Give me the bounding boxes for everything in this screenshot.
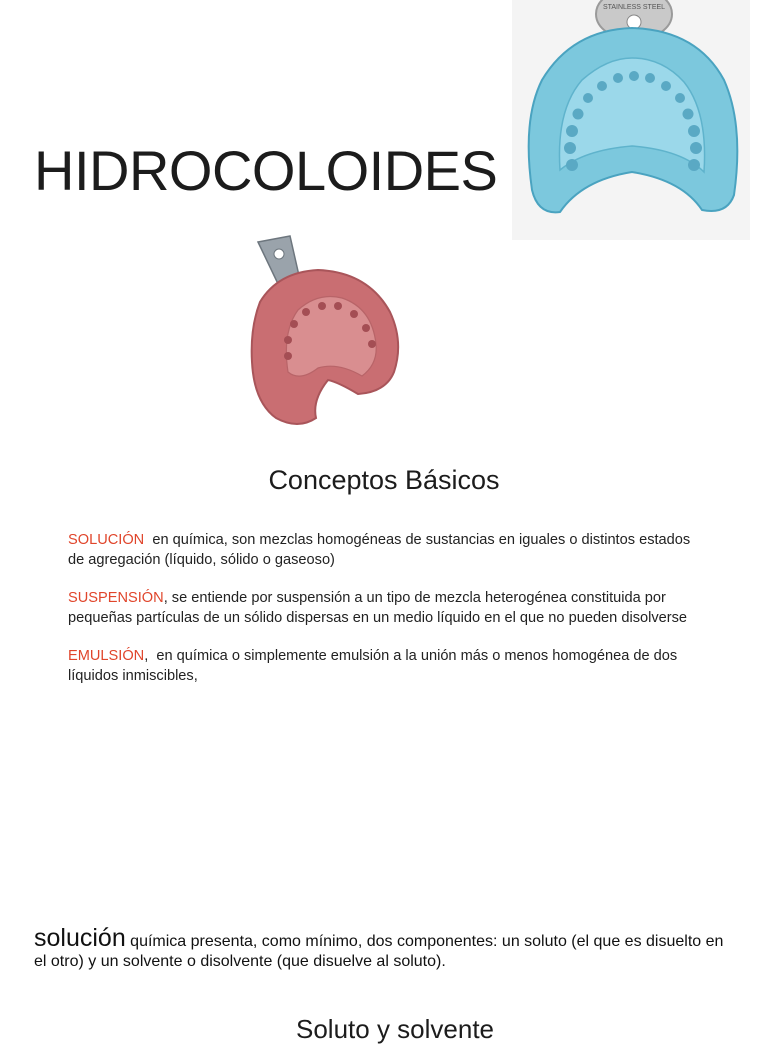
tray-label: STAINLESS STEEL <box>602 4 666 11</box>
page-title: HIDROCOLOIDES <box>34 139 498 202</box>
solution-paragraph <box>34 924 734 972</box>
definition-text: , se entiende por suspensión a un tipo de mezcla heterogénea constituida por pequeñas partículas de un sólido dispersas en un medio líquido en el que no pueden disolverse <box>68 590 688 626</box>
definitions-list <box>68 531 708 705</box>
blue-impression-tray-icon <box>512 0 750 240</box>
definition-term: SOLUCIÓN <box>68 532 145 548</box>
definition-text: , en química o simplemente emulsión a la unión más o menos homogénea de dos líquidos inmiscibles, <box>68 648 682 684</box>
solution-lead-word: solución <box>34 924 126 952</box>
solution-text: química presenta, como mínimo, dos componentes: un soluto (el que es disuelto en el otro) y un solvente o disolvente (que disuelve al soluto). <box>34 933 724 970</box>
definition-solucion <box>68 531 708 570</box>
definition-term: EMULSIÓN <box>68 648 145 664</box>
definition-emulsion <box>68 647 708 686</box>
definition-text: en química, son mezclas homogéneas de sustancias en iguales o distintos estados de agregación (líquido, sólido o gaseoso) <box>68 532 695 568</box>
pink-impression-tray-icon <box>238 232 410 432</box>
next-section-heading: Soluto y solvente <box>296 1014 495 1044</box>
definition-term: SUSPENSIÓN <box>68 590 164 606</box>
definition-suspension <box>68 589 708 628</box>
section-heading: Conceptos Básicos <box>268 465 500 495</box>
